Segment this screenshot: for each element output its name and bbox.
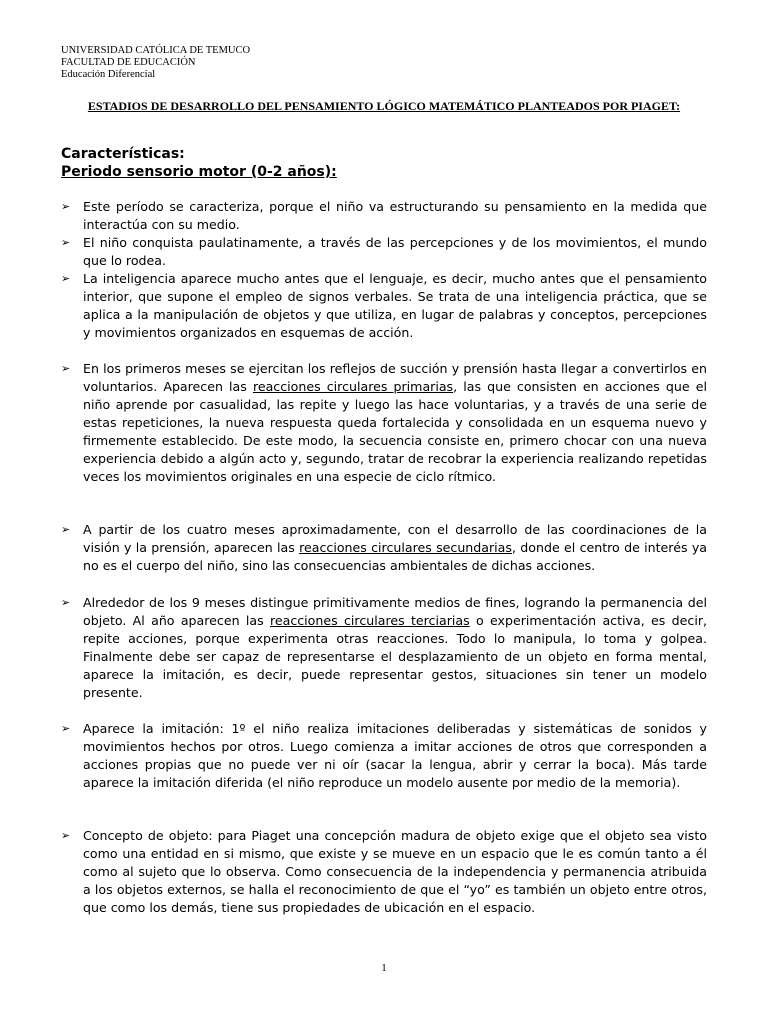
page-number: 1 bbox=[381, 962, 387, 974]
list-item-text bbox=[83, 521, 707, 575]
arrowhead-bullet-icon: ➢ bbox=[61, 596, 71, 609]
institution-header bbox=[61, 45, 250, 81]
section-heading-period: Periodo sensorio motor (0-2 años): bbox=[61, 164, 337, 180]
list-item-text bbox=[83, 360, 707, 486]
list-item-text-after: , las que consisten en acciones que el niño aprende por casualidad, las repite y luego las hace voluntarias, y a través de una serie de estas repeticiones, la nueva respuesta queda fortalecida y consolidada en un esquema nuevo y firmemente establecido. De este modo, la secuencia consiste en, primero chocar con una nueva experiencia debido a algún acto y, segundo, tratar de recobrar la experiencia realizando repetidas veces los movimientos originales en una especie de ciclo rítmico. bbox=[83, 379, 707, 484]
list-item-text-before: A partir de los cuatro meses aproximadamente, con el desarrollo de las coordinaciones de la visión y la prensión, aparecen las bbox=[83, 522, 707, 555]
list-item-text bbox=[83, 594, 707, 702]
list-item-text: Concepto de objeto: para Piaget una concepción madura de objeto exige que el objeto sea visto como una entidad en si mismo, que existe y se mueve en un espacio que le es común tanto a él como al sujeto que lo observa. Como consecuencia de la independencia y permanencia atribuida a los objetos externos, se halla el reconocimiento de que el “yo” es también un objeto entre otros, que como los demás, tiene sus propiedades de ubicación en el espacio. bbox=[83, 828, 707, 915]
arrowhead-bullet-icon: ➢ bbox=[61, 722, 71, 735]
arrowhead-bullet-icon: ➢ bbox=[61, 829, 71, 842]
arrowhead-bullet-icon: ➢ bbox=[61, 523, 71, 536]
list-item-text: El niño conquista paulatinamente, a través de las percepciones y de los movimientos, el mundo que lo rodea. bbox=[83, 235, 707, 268]
underlined-term: reacciones circulares secundarias bbox=[299, 540, 512, 555]
faculty-name: FACULTAD DE EDUCACIÓN bbox=[61, 57, 196, 68]
arrowhead-bullet-icon: ➢ bbox=[61, 362, 71, 375]
university-name: UNIVERSIDAD CATÓLICA DE TEMUCO bbox=[61, 45, 251, 56]
underlined-term: reacciones circulares primarias bbox=[252, 379, 454, 394]
list-item-text: Aparece la imitación: 1º el niño realiza imitaciones deliberadas y sistemáticas de sonidos y movimientos hechos por otros. Luego comienza a imitar acciones de otros que corresponden a acciones propias que no puede ver ni oír (sacar la lengua, abrir y cerrar la boca). Más tarde aparece la imitación diferida (el niño reproduce un modelo ausente por medio de la memoria). bbox=[83, 721, 707, 790]
arrowhead-bullet-icon: ➢ bbox=[61, 236, 71, 249]
document-title: ESTADIOS DE DESARROLLO DEL PENSAMIENTO LÓGICO MATEMÁTICO PLANTEADOS POR PIAGET: bbox=[87, 99, 681, 113]
arrowhead-bullet-icon: ➢ bbox=[61, 200, 71, 213]
list-item bbox=[61, 198, 707, 234]
list-item bbox=[61, 594, 707, 702]
arrowhead-bullet-icon: ➢ bbox=[61, 272, 71, 285]
list-item bbox=[61, 360, 707, 486]
list-item-text-before: Alrededor de los 9 meses distingue primitivamente medios de fines, logrando la permanencia del objeto. Al año aparecen las bbox=[83, 595, 707, 628]
list-item bbox=[61, 521, 707, 575]
list-item-text-before: En los primeros meses se ejercitan los reflejos de succión y prensión hasta llegar a convertirlos en voluntarios. Aparecen las bbox=[83, 361, 707, 394]
program-name: Educación Diferencial bbox=[61, 69, 156, 80]
underlined-term: reacciones circulares terciarias bbox=[269, 613, 470, 628]
list-item bbox=[61, 827, 707, 917]
list-item-text: Este período se caracteriza, porque el niño va estructurando su pensamiento en la medida que interactúa con su medio. bbox=[83, 199, 707, 232]
list-item bbox=[61, 720, 707, 792]
list-item-text-after: , donde el centro de interés ya no es el cuerpo del niño, sino las consecuencias ambientales de dichas acciones. bbox=[83, 540, 707, 573]
section-heading-characteristics: Características: bbox=[61, 146, 185, 162]
list-item bbox=[61, 234, 707, 270]
list-item-text-after: o experimentación activa, es decir, repite acciones, porque experimenta otras reacciones. Todo lo manipula, lo toma y golpea. Finalmente debe ser capaz de representarse el desplazamiento de un objeto en forma mental, aparece la imitación, es decir, puede representar gestos, situaciones sin tener un modelo presente. bbox=[83, 613, 707, 700]
list-item bbox=[61, 270, 707, 342]
list-item-text: La inteligencia aparece mucho antes que el lenguaje, es decir, mucho antes que el pensamiento interior, que supone el empleo de signos verbales. Se trata de una inteligencia práctica, que se aplica a la manipulación de objetos y que utiliza, en lugar de palabras y conceptos, percepciones y movimientos organizados en esquemas de acción. bbox=[83, 271, 707, 340]
